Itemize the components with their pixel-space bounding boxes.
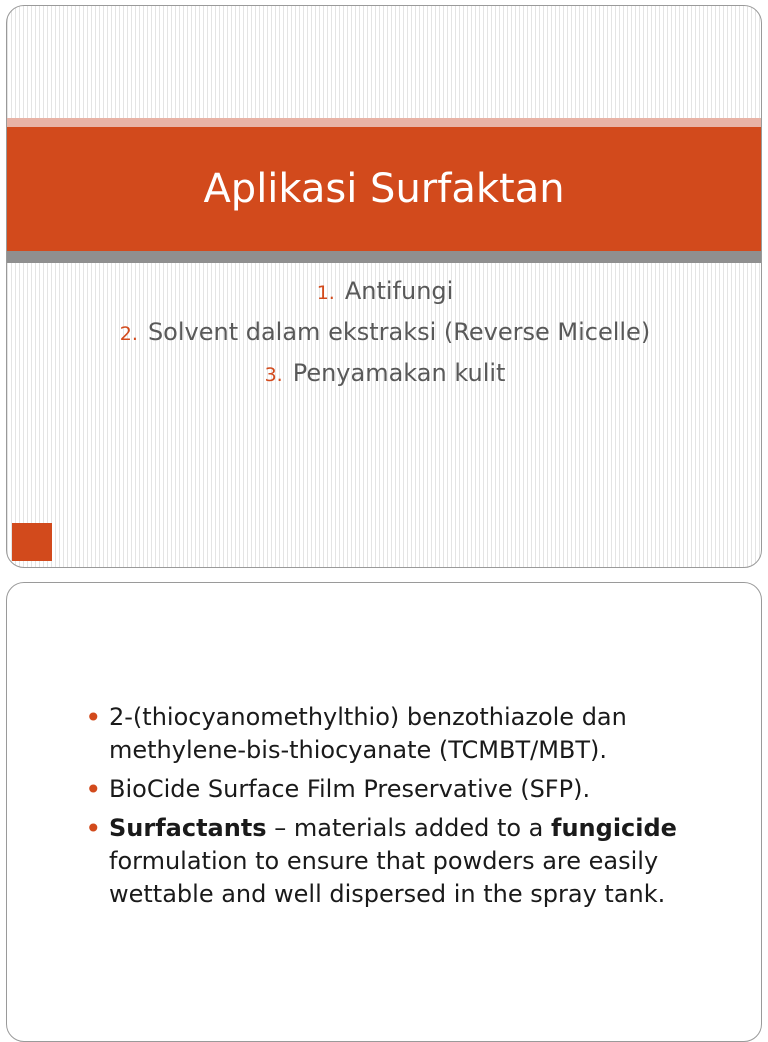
list-item-text: Antifungi [344,277,454,305]
bullet-text: 2-(thiocyanomethylthio) benzothiazole dan methylene-bis-thiocyanate (TCMBT/MBT). [109,703,627,764]
title-band-top-stripe [7,118,761,127]
slide-2 [6,582,762,1042]
list-number: 1. [316,282,335,304]
bold-term-fungicide: fungicide [551,814,677,842]
list-item [107,274,663,310]
bullet-text: – materials added to a [266,814,552,842]
bullet-text: formulation to ensure that powders are easily wettable and well dispersed in the spray tank. [109,847,666,908]
list-item [85,701,725,767]
list-item [107,356,663,392]
bullet-icon: • [85,773,102,806]
list-item [85,812,725,911]
list-number: 2. [119,323,138,345]
list-item [107,315,663,351]
bullet-icon: • [85,812,102,845]
slide-1 [6,5,762,568]
list-item [85,773,725,806]
bullet-text: BioCide Surface Film Preservative (SFP). [109,775,591,803]
bullet-list [85,701,725,917]
list-item-text: Solvent dalam ekstraksi (Reverse Micelle) [147,318,651,346]
corner-accent-square [12,523,52,561]
bullet-icon: • [85,701,102,734]
title-band-bottom-stripe [7,251,761,263]
slide-title: Aplikasi Surfaktan [203,166,565,212]
list-item-text: Penyamakan kulit [292,359,506,387]
numbered-list [107,274,663,397]
bold-term-surfactants: Surfactants [109,814,267,842]
list-number: 3. [264,364,283,386]
